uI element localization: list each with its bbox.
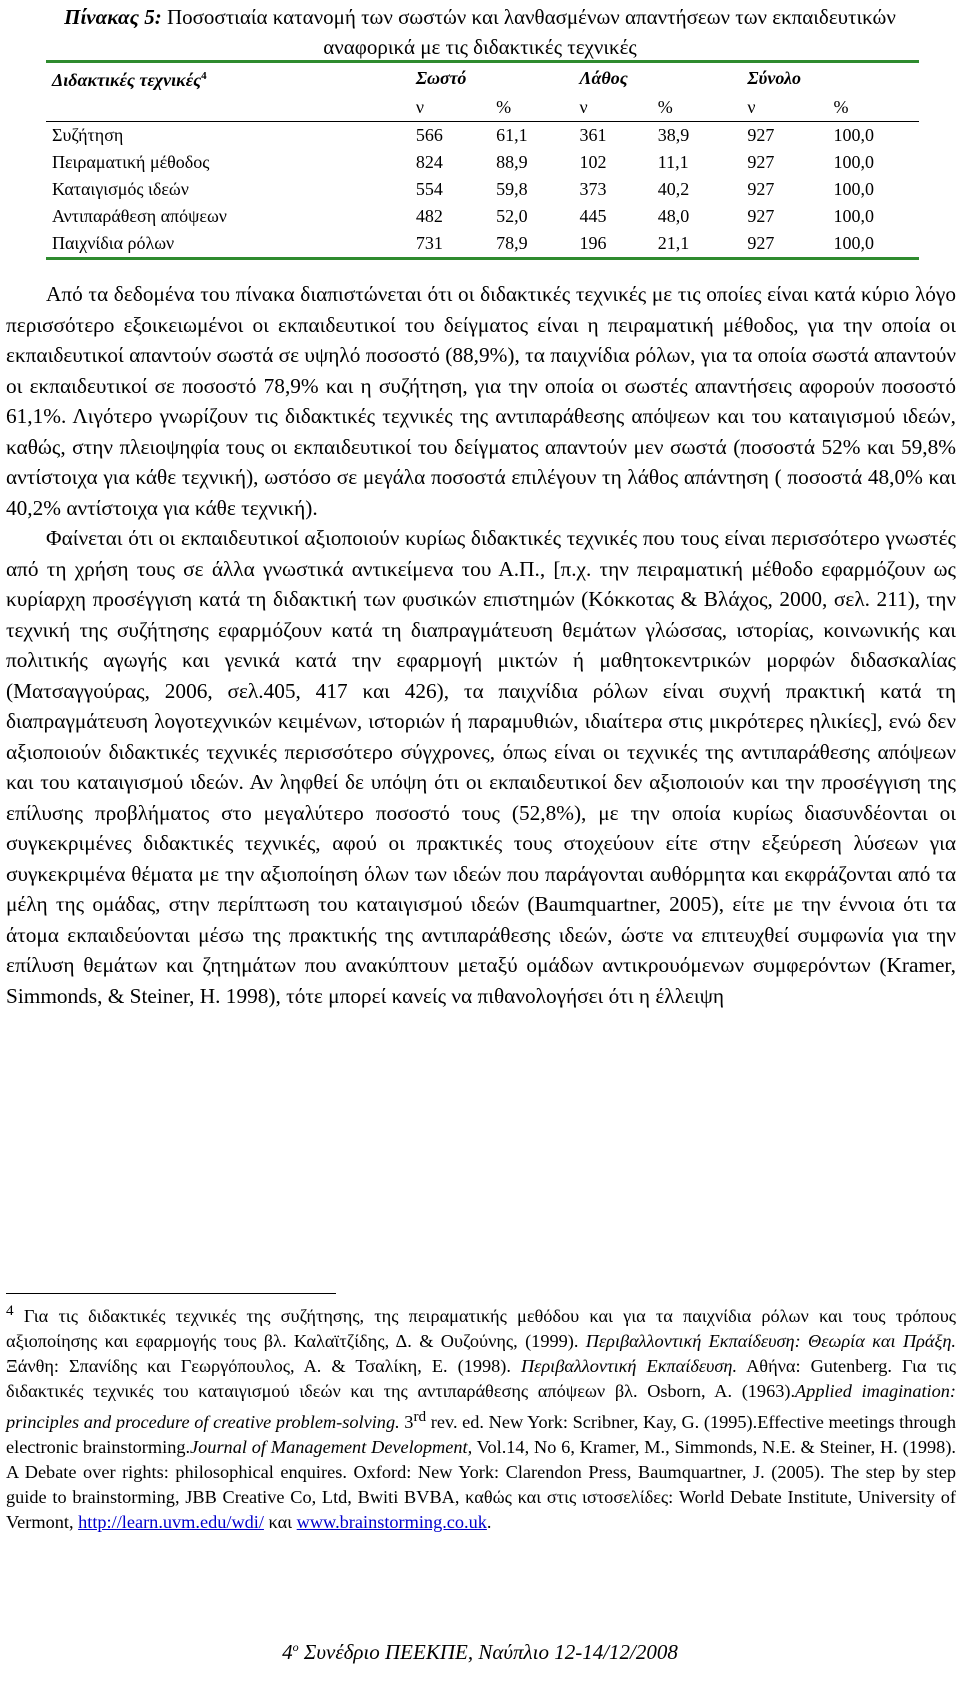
link-uvm-wdi[interactable]: http://learn.uvm.edu/wdi/ [78,1512,264,1533]
cell: 100,0 [833,179,874,199]
cell: 927 [747,179,775,199]
body-text [6,279,956,1011]
cell: 196 [576,230,657,259]
cell: 361 [579,125,607,145]
cell: 566 [415,125,443,145]
table-header-row [46,62,919,95]
row-label: Καταιγισμός ιδεών [52,179,189,199]
table-caption [40,2,920,62]
row-label: Αντιπαράθεση απόψεων [52,206,227,226]
cell: 61,1 [496,125,528,145]
cell: 927 [731,230,833,259]
cell: 40,2 [657,179,690,199]
row-label: Συζήτηση [52,125,124,145]
subheader-cell: % [496,94,576,122]
cell: 11,1 [657,152,689,172]
cell: 21,1 [658,230,732,259]
cell: 102 [579,152,607,172]
cell: 100,0 [833,206,874,226]
subheader-cell: % [658,94,732,122]
subheader-cell: ν [731,94,833,122]
cell: 78,9 [496,230,576,259]
table-row [46,230,919,259]
cell: 373 [579,179,607,199]
link-brainstorming[interactable]: www.brainstorming.co.uk [296,1512,487,1533]
cell: 48,0 [657,206,690,226]
cell: 927 [747,206,775,226]
cell: 100,0 [833,230,919,259]
footnote-ref[interactable]: 4 [201,70,207,82]
cell: 59,8 [496,179,528,199]
teaching-techniques-table [46,60,919,260]
cell: 731 [416,230,496,259]
subheader-cell: ν [576,94,657,122]
cell: 927 [747,125,775,145]
footnote-mark: 4 [6,1302,14,1319]
cell: 52,0 [496,206,528,226]
table-row [46,122,919,150]
paragraph-1: Από τα δεδομένα του πίνακα διαπιστώνεται ότι οι διδακτικές τεχνικές με τις οποίες είναι κατά κύριο λόγο περισσότερο εξοικειωμένοι οι εκπαιδευτικοί του δείγματος είναι η πειραματική μέθοδος, για την οποία οι εκπαιδευτικοί απαντούν σωστά σε υψηλό ποσοστό (88,9%), τα παιχνίδια ρόλων, για τα οποία σωστά απαντούν οι εκπαιδευτικοί σε ποσοστό 78,9% και η συζήτηση, για την οποία οι σωστές απαντήσεις αφορούν ποσοστό 61,1%. Λιγότερο γνωρίζουν τις διδακτικές τεχνικές της αντιπαράθεσης απόψεων και του καταιγισμού ιδεών, καθώς, στην πλειοψηφία τους οι εκπαιδευτικοί του δείγματος απαντούν μεν σωστά (ποσοστά 52% και 59,8% αντίστοιχα για κάθε τεχνική), ωστόσο σε μεγάλα ποσοστά επιλέγουν τη λάθος απάντηση ( ποσοστά 48,0% και 40,2% αντίστοιχα για κάθε τεχνική). [6,282,956,520]
footnote: $^4$ Για τις διδακτικές τεχνικές της συζήτησης, της πειραματικής μεθόδου και για τα παιχνίδια ρόλων και τους τρόπους αξιοποίησης και εφαρμογής τους βλ. Καλαϊτζίδης, Δ. & Ουζούνης, (1999). Περιβαλλοντική Εκπαίδευση: Θεωρία και Πράξη. Ξάνθη: Σπανίδης και Γεωργόπουλος, Α. & Τσαλίκη, Ε. (1998). Περιβαλλοντική Εκπαίδευση. Αθήνα: Gutenberg. Για τις διδακτικές τεχνικές του καταιγισμού ιδεών και της αντιπαράθεσης απόψεων βλ. Osborn, A. (1963).Applied imagination: principles and procedure of creative problem-solving. 3rd rev. ed. New York: Scribner, Kay, G. (1995).Effective meetings through electronic brainstorming.Journal of Management Development, Vol.14, No 6, Kramer, M., Simmonds, N.E. & Steiner, H. (1998). A Debate over rights: philosophical enquires. Oxford: New York: Clarendon Press, Baumquartner, J. (2005). The step by step guide to brainstorming, JBB Creative Co, Ltd, Bwiti BVBA, καθώς και στις ιστοσελίδες: World Debate Institute, University of Vermont, http://learn.uvm.edu/wdi/ και www.brainstorming.co.uk. [6,1302,957,1533]
cell: 824 [415,152,443,172]
cell: 100,0 [833,152,874,172]
row-label: Παιχνίδια ρόλων [46,230,416,259]
cell: 88,9 [496,152,528,172]
cell: 482 [415,206,443,226]
header-total: Σύνολο [731,62,919,95]
table-row [46,203,919,230]
table-subheader-row [46,94,919,122]
cell: 445 [579,206,607,226]
row-label: Πειραματική μέθοδος [52,152,210,172]
cell: 100,0 [833,125,874,145]
page-footer: $4^o$ Συνέδριο ΠΕΕΚΠΕ, Ναύπλιο 12-14/12/2008 [282,1640,678,1664]
cell: 554 [415,179,443,199]
table-row [46,176,919,203]
header-wrong: Λάθος [576,62,731,95]
footnote-separator [6,1293,336,1294]
header-correct: Σωστό [416,62,577,95]
cell: 927 [747,152,775,172]
subheader-cell: ν [416,94,496,122]
cell: 38,9 [657,125,690,145]
paragraph-2: Φαίνεται ότι οι εκπαιδευτικοί αξιοποιούν κυρίως διδακτικές τεχνικές που τους είναι περισσότερο γνωστές από τη χρήση τους σε άλλα γνωστικά αντικείμενα του Α.Π., [π.χ. την πειραματική μέθοδο εφαρμόζουν ως κυρίαρχη προσέγγιση κατά τη διδακτική των φυσικών επιστημών (Κόκκοτας & Βλάχος, 2000, σελ. 211), την τεχνική της συζήτησης εφαρμόζουν κατά τη διαπραγμάτευση θεμάτων γλώσσας, ιστορίας, κοινωνικής και πολιτικής αγωγής και γενικά κατά την εφαρμογή μικτών ή μαθητοκεντρικών μορφών διδασκαλίας (Ματσαγγούρας, 2006, σελ.405, 417 και 426), τα παιχνίδια ρόλων είναι συχνή πρακτική κατά τη διαπραγμάτευση λογοτεχνικών κειμένων, ιστοριών ή παραμυθιών, ιδιαίτερα στις μικρότερες ηλικίες], ενώ δεν αξιοποιούν διδακτικές τεχνικές περισσότερο σύγχρονες, όπως είναι οι τεχνικές της αντιπαράθεσης απόψεων και του καταιγισμού ιδεών. Αν ληφθεί δε υπόψη ότι οι εκπαιδευτικοί δεν αξιοποιούν και την προσέγγιση της επίλυσης προβλήματος στο μεγαλύτερο ποσοστό τους (52,8%), με την οποία κυρίως διασυνδέονται οι συγκεκριμένες διδακτικές τεχνικές, αφού οι πρακτικές τους στοχεύουν είτε στην εξεύρεση λύσεων για συγκεκριμένα θέματα με την αξιοποίηση όλων των ιδεών που παράγονται αυθόρμητα και εκφράζονται από τα μέλη της ομάδας, στην περίπτωση του καταιγισμού ιδεών (Baumquartner, 2005), είτε με την έννοια ότι τα άτομα εκπαιδεύονται μέσω της πρακτικής της αντιπαράθεσης ιδεών, ώστε να επιτευχθεί συμφωνία για την επίλυση θεμάτων και ζητημάτων που ανακύπτουν μεταξύ ομάδων αντικρουόμενων συμφερόντων (Kramer, Simmonds, & Steiner, H. 1998), τότε μπορεί κανείς να πιθανολογήσει ότι η έλλειψη [6,526,956,1008]
header-techniques: Διδακτικές τεχνικές$^4$ [46,62,416,95]
caption-label: Πίνακας 5: [64,5,162,29]
caption-text: Ποσοστιαία κατανομή των σωστών και λανθασμένων απαντήσεων των εκπαιδευτικών αναφορικά με τις διδακτικές τεχνικές [161,5,896,59]
table-row [46,149,919,176]
subheader-cell: % [833,94,919,122]
